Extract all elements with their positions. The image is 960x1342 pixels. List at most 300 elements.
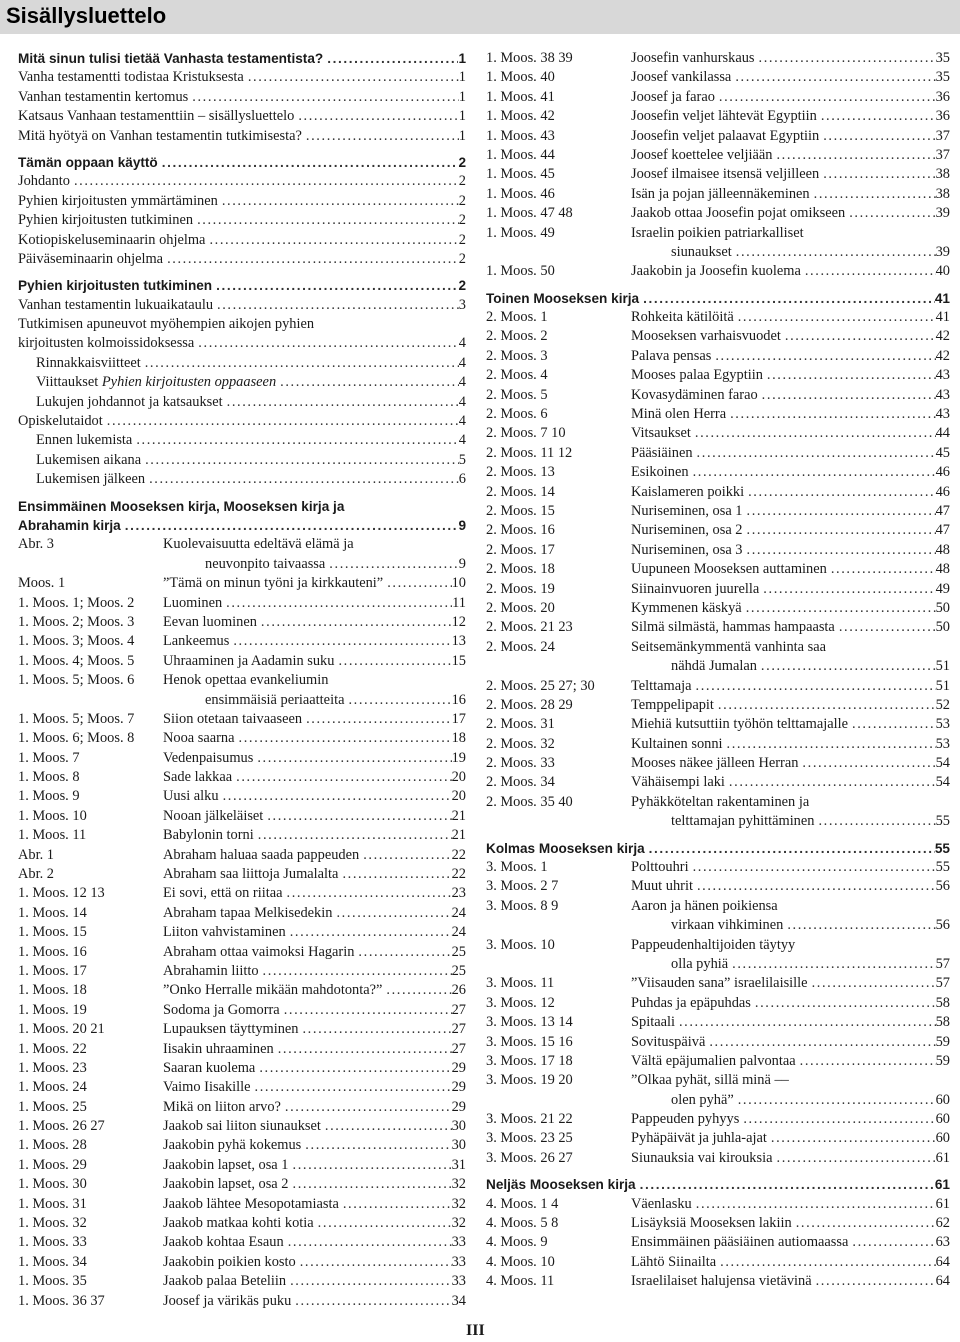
leader-dots <box>755 49 936 68</box>
scripture-reference: 1. Moos. 2; Moos. 3 <box>18 613 135 630</box>
toc-heading[interactable] <box>18 153 466 172</box>
toc-entry[interactable] <box>486 677 950 696</box>
toc-entry-continuation[interactable] <box>18 555 466 574</box>
entry-page-number: 57 <box>935 975 950 992</box>
entry-text: Telttamaja <box>631 677 692 694</box>
toc-entry-continuation[interactable] <box>486 916 950 935</box>
scripture-reference: 3. Moos. 12 <box>486 994 555 1011</box>
entry-text: Miehiä kutsuttiin työhön telttamajalle <box>631 716 849 733</box>
scripture-reference: 1. Moos. 32 <box>18 1215 87 1232</box>
entry-text: Luominen <box>163 594 223 611</box>
entry-page-number: 55 <box>935 813 950 830</box>
toc-entry[interactable] <box>486 204 950 223</box>
entry-text: Pyhäpäivät ja juhla-ajat <box>631 1130 767 1147</box>
leader-dots <box>325 555 459 574</box>
entry-page-number: 33 <box>451 1234 466 1251</box>
leader-dots <box>691 424 936 443</box>
toc-entry[interactable] <box>18 1136 466 1155</box>
entry-page-number: 1 <box>458 51 466 66</box>
toc-entry[interactable] <box>486 618 950 637</box>
entry-text: Vältä epäjumalien palvontaa <box>631 1052 796 1069</box>
leader-dots <box>323 49 458 68</box>
leader-dots <box>731 68 935 87</box>
scripture-reference: 1. Moos. 18 <box>18 982 87 999</box>
toc-entry[interactable] <box>18 807 466 826</box>
leader-dots <box>359 846 451 865</box>
entry-text: Uusi alku <box>163 788 219 805</box>
entry-text <box>18 373 276 392</box>
entry-text: olen pyhä” <box>671 1091 734 1108</box>
entry-text: Joosef vankilassa <box>631 69 732 86</box>
scripture-reference: 1. Moos. 34 <box>18 1253 87 1270</box>
entry-text: Pyhien kirjoitusten tutkiminen <box>18 278 213 294</box>
toc-entry[interactable] <box>486 483 950 502</box>
leader-dots <box>257 613 452 632</box>
leader-dots <box>848 715 936 734</box>
scripture-reference: 4. Moos. 11 <box>486 1273 555 1290</box>
toc-entry[interactable] <box>18 729 466 748</box>
leader-dots <box>255 1059 451 1078</box>
toc-entry[interactable] <box>486 1071 950 1090</box>
toc-entry[interactable] <box>486 1233 950 1252</box>
toc-entry-continuation[interactable] <box>486 812 950 831</box>
entry-text: Joosef ilmaisee itsensä veljilleen <box>631 166 820 183</box>
toc-entry[interactable] <box>18 962 466 981</box>
entry-text: Vanha testamentti todistaa Kristuksesta <box>18 69 244 86</box>
leader-dots <box>715 88 936 107</box>
toc-entry[interactable] <box>486 127 950 146</box>
entry-text: Kultainen sonni <box>631 735 723 752</box>
entry-page-number: 58 <box>935 1014 950 1031</box>
toc-entry[interactable] <box>18 1059 466 1078</box>
entry-page-number: 24 <box>451 904 466 921</box>
toc-entry[interactable] <box>486 773 950 792</box>
toc-entry[interactable] <box>18 88 466 107</box>
entry-page-number: 13 <box>451 633 466 650</box>
leader-dots <box>141 354 459 373</box>
genesis-entries <box>18 535 466 1311</box>
toc-entry[interactable] <box>486 638 950 657</box>
leader-dots <box>734 1091 936 1110</box>
toc-entry[interactable] <box>18 1233 466 1252</box>
leader-dots <box>232 768 451 787</box>
entry-page-number: 50 <box>935 599 950 616</box>
entry-page-number: 53 <box>935 735 950 752</box>
scripture-reference: 2. Moos. 3 <box>486 347 548 364</box>
toc-entry[interactable] <box>486 347 950 366</box>
entry-page-number: 29 <box>451 1059 466 1076</box>
toc-entry[interactable] <box>18 393 466 412</box>
toc-entry[interactable] <box>486 327 950 346</box>
leader-dots <box>121 516 459 535</box>
leader-dots <box>263 807 451 826</box>
toc-entry[interactable] <box>486 599 950 618</box>
entry-text: Joosef ja farao <box>631 88 715 105</box>
entry-text: Jaakobin lapset, osa 2 <box>163 1176 289 1193</box>
scripture-reference: 3. Moos. 21 22 <box>486 1111 573 1128</box>
entry-text: Jaakobin lapset, osa 1 <box>163 1156 289 1173</box>
leader-dots <box>723 735 936 754</box>
toc-entry[interactable] <box>486 580 950 599</box>
leader-dots <box>141 451 459 470</box>
toc-entry[interactable] <box>486 754 950 773</box>
toc-entry[interactable] <box>18 1098 466 1117</box>
toc-entry[interactable] <box>486 146 950 165</box>
entry-text: Silmä silmästä, hammas hampaasta <box>631 619 835 636</box>
leader-dots <box>812 1272 936 1291</box>
leader-dots <box>205 231 458 250</box>
toc-entry[interactable] <box>18 231 466 250</box>
toc-entry[interactable] <box>18 354 466 373</box>
toc-entry[interactable] <box>18 172 466 191</box>
toc-entry[interactable] <box>486 502 950 521</box>
toc-entry[interactable] <box>18 1272 466 1291</box>
toc-entry[interactable] <box>486 224 950 243</box>
toc-entry[interactable] <box>486 49 950 68</box>
toc-entry[interactable] <box>18 826 466 845</box>
entry-page-number: 1 <box>458 127 466 144</box>
toc-entry[interactable] <box>18 296 466 315</box>
toc-entry[interactable] <box>18 250 466 269</box>
entry-page-number: 54 <box>935 755 950 772</box>
entry-page-number: 17 <box>451 710 466 727</box>
toc-entry[interactable] <box>18 865 466 884</box>
toc-entry[interactable] <box>18 127 466 146</box>
entry-page-number: 55 <box>935 859 950 876</box>
entry-text: Pappeuden pyhyys <box>631 1111 740 1128</box>
scripture-reference: 1. Moos. 24 <box>18 1079 87 1096</box>
entry-page-number: 56 <box>935 878 950 895</box>
toc-entry[interactable] <box>18 470 466 489</box>
toc-entry[interactable] <box>18 884 466 903</box>
toc-heading-numbers[interactable]: Neljäs Mooseksen kirja ..... 61 <box>486 1175 950 1194</box>
toc-entry[interactable] <box>486 1110 950 1129</box>
toc-entry[interactable] <box>486 858 950 877</box>
scripture-reference: 1. Moos. 15 <box>18 924 87 941</box>
leader-dots <box>758 386 936 405</box>
toc-entry[interactable] <box>486 1272 950 1291</box>
entry-page-number: 38 <box>935 185 950 202</box>
entry-text: Siunauksia vai kirouksia <box>631 1149 773 1166</box>
leader-dots <box>158 153 459 172</box>
toc-entry[interactable] <box>486 1129 950 1148</box>
toc-entry[interactable] <box>18 710 466 729</box>
entry-page-number: 52 <box>935 696 950 713</box>
toc-entry[interactable] <box>486 715 950 734</box>
entry-text: Kuolevaisuutta edeltävä elämä ja <box>163 536 354 553</box>
entry-text: Jaakobin poikien kosto <box>163 1253 296 1270</box>
toc-entry[interactable] <box>486 386 950 405</box>
entry-text: Seitsemänkymmentä vanhinta saa <box>631 638 827 655</box>
toc-entry[interactable] <box>18 574 466 593</box>
toc-entry[interactable] <box>18 535 466 554</box>
toc-heading[interactable] <box>18 276 466 295</box>
leader-dots <box>145 470 459 489</box>
entry-text: ”Olkaa pyhät, sillä minä –– <box>631 1072 789 1089</box>
entry-text: Lankeemus <box>163 633 230 650</box>
toc-entry[interactable] <box>18 192 466 211</box>
toc-entry[interactable] <box>18 943 466 962</box>
entry-page-number: 47 <box>935 502 950 519</box>
toc-entry[interactable] <box>486 1013 950 1032</box>
leader-dots <box>132 431 458 450</box>
entry-text: Lisäyksiä Mooseksen lakiin <box>631 1215 792 1232</box>
scripture-reference: 2. Moos. 11 12 <box>486 444 573 461</box>
toc-entry[interactable] <box>18 749 466 768</box>
toc-entry[interactable] <box>18 431 466 450</box>
toc-entry[interactable] <box>18 1117 466 1136</box>
leader-dots <box>383 574 451 593</box>
scripture-reference: 2. Moos. 18 <box>486 561 555 578</box>
toc-entry[interactable] <box>486 1214 950 1233</box>
leader-dots <box>739 1110 935 1129</box>
entry-text: Lukemisen jälkeen <box>36 471 146 488</box>
entry-page-number: 43 <box>935 406 950 423</box>
toc-entry[interactable] <box>486 974 950 993</box>
toc-entry[interactable] <box>486 463 950 482</box>
toc-entry[interactable] <box>486 405 950 424</box>
entry-text: Abraham saa liittoja Jumalalta <box>163 866 339 883</box>
scripture-reference: 1. Moos. 47 48 <box>486 205 573 222</box>
toc-entry[interactable] <box>486 560 950 579</box>
toc-entry[interactable] <box>486 1033 950 1052</box>
leader-dots <box>728 955 935 974</box>
scripture-reference: Moos. 1 <box>18 575 66 592</box>
scripture-reference: 1. Moos. 33 <box>18 1234 87 1251</box>
toc-entry[interactable] <box>486 696 950 715</box>
toc-entry[interactable] <box>486 424 950 443</box>
leader-dots <box>757 657 936 676</box>
entry-page-number: 42 <box>935 328 950 345</box>
scripture-reference: 4. Moos. 10 <box>486 1253 555 1270</box>
scripture-reference: 1. Moos. 40 <box>486 69 555 86</box>
leader-dots <box>689 858 936 877</box>
toc-entry[interactable] <box>486 521 950 540</box>
toc-heading-exodus[interactable]: Toinen Mooseksen kirja ..... 41 <box>486 289 950 308</box>
entry-page-number: 56 <box>935 917 950 934</box>
entry-page-number: 59 <box>935 1052 950 1069</box>
toc-entry-continuation[interactable] <box>18 691 466 710</box>
leader-dots <box>284 1233 452 1252</box>
toc-entry[interactable] <box>18 671 466 690</box>
scripture-reference: Abr. 1 <box>18 846 54 863</box>
leader-dots <box>163 250 459 269</box>
toc-entry[interactable] <box>18 613 466 632</box>
entry-text: Henok opettaa evankeliumin <box>163 672 329 689</box>
scripture-reference: 2. Moos. 33 <box>486 755 555 772</box>
entry-page-number: 53 <box>935 716 950 733</box>
toc-heading-genesis-1[interactable]: Ensimmäinen Mooseksen kirja, Mooseksen kirja ja <box>18 498 345 514</box>
entry-text: Joosef ja värikäs puku <box>163 1292 292 1309</box>
toc-entry[interactable] <box>18 904 466 923</box>
leader-dots <box>819 127 935 146</box>
entry-page-number: 35 <box>935 50 950 66</box>
scripture-reference: 1. Moos. 11 <box>18 827 87 844</box>
entry-text: Siion otetaan taivaaseen <box>163 710 303 727</box>
entry-page-number: 60 <box>935 1091 950 1108</box>
entry-text: ensimmäisiä periaatteita <box>205 691 345 708</box>
toc-entry[interactable] <box>18 652 466 671</box>
scripture-reference: 4. Moos. 9 <box>486 1234 548 1251</box>
toc-entry[interactable] <box>18 594 466 613</box>
entry-page-number: 61 <box>935 1149 950 1166</box>
toc-heading-leviticus[interactable]: Kolmas Mooseksen kirja ..... 55 <box>486 839 950 858</box>
toc-entry[interactable] <box>486 88 950 107</box>
leader-dots <box>286 1272 452 1291</box>
leader-dots <box>339 1195 452 1214</box>
toc-entry[interactable] <box>486 308 950 327</box>
toc-entry[interactable] <box>486 994 950 1013</box>
toc-entry[interactable] <box>486 1149 950 1168</box>
toc-entry[interactable] <box>486 936 950 955</box>
toc-entry[interactable] <box>18 211 466 230</box>
entry-page-number: 39 <box>935 243 950 260</box>
entry-text: Vähäisempi laki <box>631 774 725 791</box>
leader-dots <box>294 107 458 126</box>
entry-text: Nuriseminen, osa 2 <box>631 522 743 539</box>
toc-entry[interactable] <box>486 897 950 916</box>
entry-page-number: 4 <box>458 432 466 449</box>
section-leviticus <box>486 839 950 1169</box>
toc-entry[interactable] <box>18 787 466 806</box>
leader-dots <box>286 923 452 942</box>
toc-entry[interactable] <box>18 373 466 392</box>
scripture-reference: 1. Moos. 8 <box>18 769 80 786</box>
toc-entry[interactable] <box>18 1078 466 1097</box>
scripture-reference: 1. Moos. 26 27 <box>18 1118 105 1135</box>
toc-entry[interactable] <box>18 1195 466 1214</box>
scripture-reference: 3. Moos. 26 27 <box>486 1149 573 1166</box>
toc-entry-continuation[interactable] <box>486 243 950 262</box>
entry-text: Pyhien kirjoitusten tutkiminen <box>18 212 194 229</box>
toc-entry[interactable] <box>18 981 466 1000</box>
leader-dots <box>743 502 936 521</box>
toc-entry[interactable] <box>18 1175 466 1194</box>
entry-page-number: 37 <box>935 146 950 163</box>
toc-entry[interactable] <box>18 1001 466 1020</box>
toc-entry-continuation[interactable] <box>486 955 950 974</box>
entry-text: Aaron ja hänen poikiensa <box>631 897 778 914</box>
toc-entry[interactable] <box>18 632 466 651</box>
entry-page-number: 23 <box>451 885 466 902</box>
leader-dots <box>194 334 459 353</box>
entry-page-number: 4 <box>458 374 466 391</box>
toc-entry[interactable] <box>18 1020 466 1039</box>
toc-heading[interactable] <box>18 49 466 68</box>
leader-dots <box>705 1033 935 1052</box>
toc-entry[interactable] <box>18 846 466 865</box>
entry-page-number: 60 <box>935 1111 950 1128</box>
toc-entry[interactable] <box>18 451 466 470</box>
toc-entry[interactable] <box>18 315 466 334</box>
entry-page-number: 19 <box>451 749 466 766</box>
toc-entry[interactable] <box>18 107 466 126</box>
entry-page-number: 43 <box>935 367 950 384</box>
toc-entry[interactable] <box>486 68 950 87</box>
entry-text: Eevan luominen <box>163 613 257 630</box>
section-study <box>18 276 466 489</box>
entry-text: Mooses näkee jälleen Herran <box>631 755 799 772</box>
toc-entry[interactable] <box>18 68 466 87</box>
toc-entry[interactable] <box>486 541 950 560</box>
leader-dots <box>314 1214 452 1233</box>
leader-dots <box>218 192 459 211</box>
entry-text-italic: Pyhien kirjoitusten oppaaseen <box>101 374 277 391</box>
toc-entry[interactable] <box>486 107 950 126</box>
toc-entry-continuation[interactable] <box>486 1091 950 1110</box>
toc-entry[interactable] <box>486 262 950 281</box>
entry-page-number: 40 <box>935 263 950 280</box>
toc-entry[interactable] <box>18 1214 466 1233</box>
toc-entry[interactable] <box>18 1040 466 1059</box>
toc-entry[interactable] <box>18 1156 466 1175</box>
entry-page-number: 62 <box>935 1215 950 1232</box>
entry-text: Saaran kuolema <box>163 1059 256 1076</box>
toc-heading-genesis-2[interactable]: Abrahamin kirja ..... 9 <box>18 516 466 535</box>
entry-text: Vanhan testamentin kertomus <box>18 88 189 105</box>
scripture-reference: 3. Moos. 10 <box>486 936 555 953</box>
numbers-entries <box>486 1195 950 1292</box>
toc-entry[interactable] <box>486 793 950 812</box>
entry-text: Abrahamin liitto <box>163 962 259 979</box>
toc-entry[interactable] <box>486 366 950 385</box>
toc-entry[interactable] <box>486 444 950 463</box>
entry-text: Esikoinen <box>631 464 689 481</box>
entry-text: telttamajan pyhittäminen <box>671 813 815 830</box>
entry-text: nähdä Jumalan <box>671 658 757 675</box>
leader-dots <box>675 1013 936 1032</box>
entry-text: Ensimmäinen pääsiäinen autiomaassa <box>631 1234 849 1251</box>
leader-dots <box>796 1052 936 1071</box>
scripture-reference: 1. Moos. 43 <box>486 127 555 144</box>
toc-entry-continuation[interactable] <box>486 657 950 676</box>
entry-text: Rohkeita kätilöitä <box>631 309 734 326</box>
toc-entry[interactable] <box>486 185 950 204</box>
section-genesis <box>18 497 466 1311</box>
entry-page-number: 24 <box>451 924 466 941</box>
toc-entry[interactable] <box>486 735 950 754</box>
entry-page-number: 30 <box>451 1137 466 1154</box>
toc-entry[interactable] <box>18 1292 466 1311</box>
section-genesis-continued <box>486 49 950 282</box>
toc-entry[interactable] <box>18 412 466 431</box>
entry-text: Pyhäkköteltan rakentaminen ja <box>631 793 810 810</box>
entry-text: Palava pensas <box>631 347 712 364</box>
entry-text: ”Onko Herralle mikään mahdotonta?” <box>163 982 383 999</box>
scripture-reference: 1. Moos. 25 <box>18 1098 87 1115</box>
toc-entry[interactable] <box>486 1253 950 1272</box>
toc-entry[interactable] <box>18 334 466 353</box>
leader-dots <box>301 1136 451 1155</box>
entry-text: Mitä hyötyä on Vanhan testamentin tutkimisesta? <box>18 127 302 144</box>
toc-entry[interactable] <box>486 165 950 184</box>
toc-entry[interactable] <box>486 877 950 896</box>
toc-entry[interactable] <box>486 1052 950 1071</box>
scripture-reference: Abr. 2 <box>18 866 54 883</box>
leader-dots <box>743 521 936 540</box>
entry-page-number: 36 <box>935 108 950 125</box>
scripture-reference: 3. Moos. 8 9 <box>486 897 559 914</box>
entry-text: Jaakob lähtee Mesopotamiasta <box>163 1195 339 1212</box>
toc-entry[interactable] <box>486 1195 950 1214</box>
entry-page-number: 20 <box>451 788 466 805</box>
toc-entry[interactable] <box>18 923 466 942</box>
toc-entry[interactable] <box>18 768 466 787</box>
entry-page-number: 18 <box>451 730 466 747</box>
toc-entry[interactable] <box>18 1253 466 1272</box>
leader-dots <box>742 599 936 618</box>
entry-text: Kotiopiskeluseminaarin ohjelma <box>18 231 206 248</box>
